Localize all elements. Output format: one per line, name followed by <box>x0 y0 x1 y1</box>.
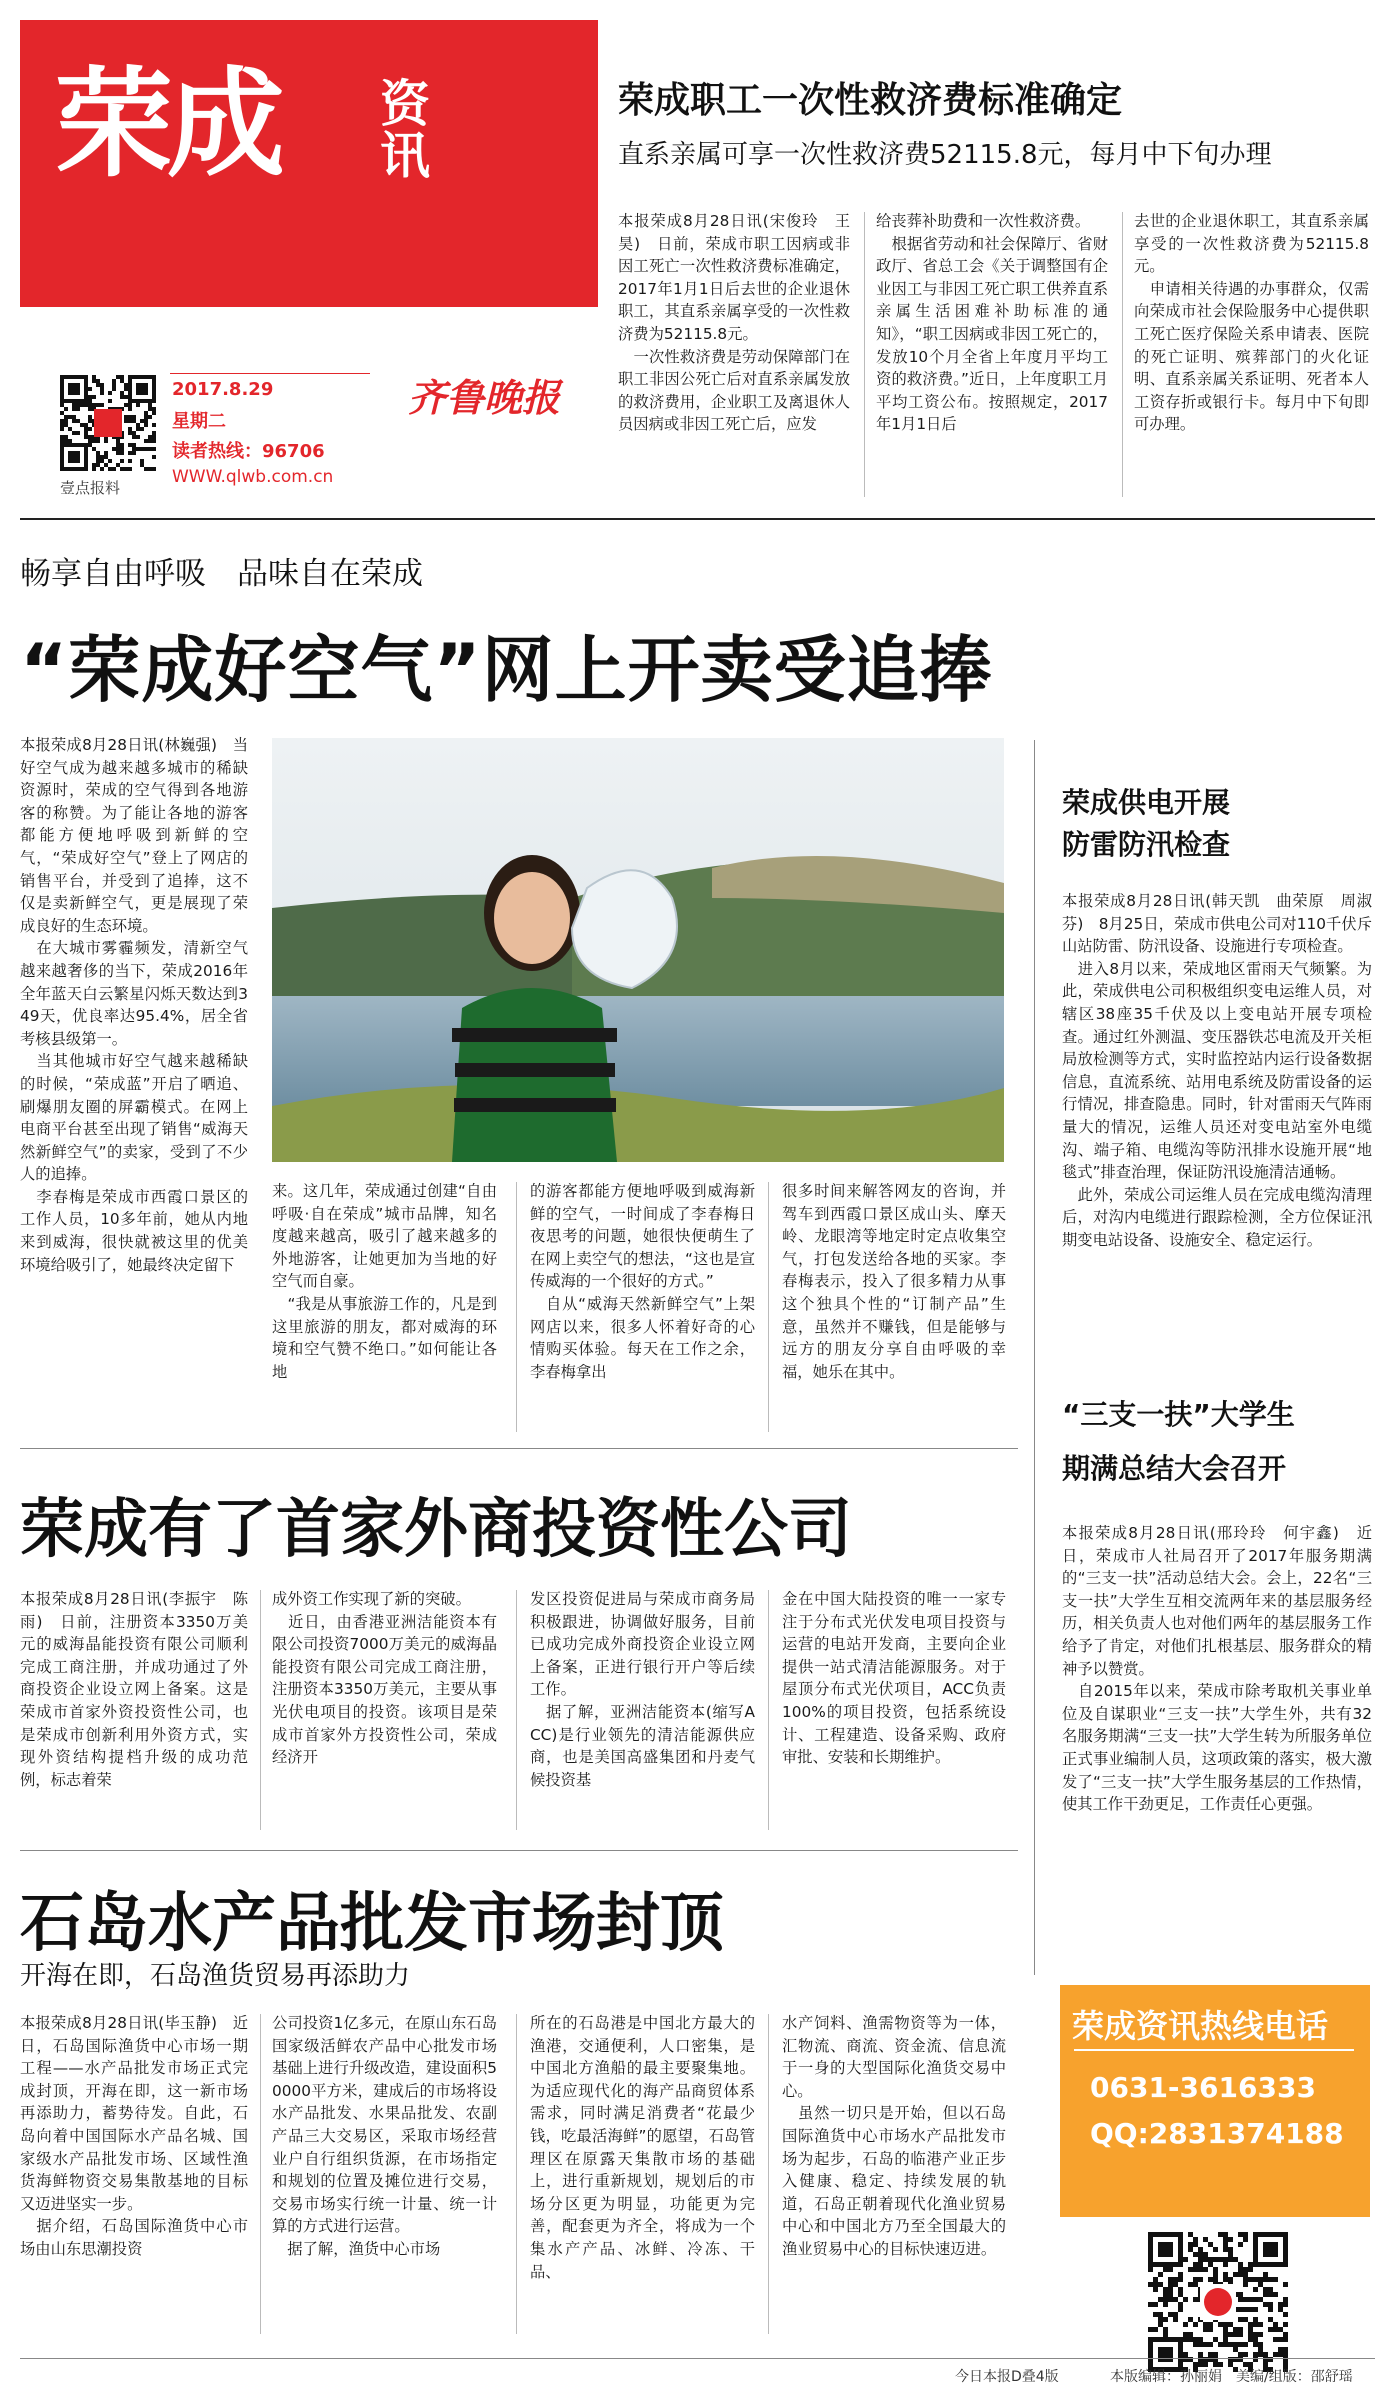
article1-title: 荣成职工一次性救济费标准确定 <box>618 80 1123 121</box>
article2-col2: 来。这几年，荣成通过创建“自由呼吸·自在荣成”城市品牌，知名度越来越高，吸引了越来越多的外地游客，让她更加为当地的好空气而自豪。 “我是从事旅游工作的，凡是到这里旅游的朋友，都对威海的环境和空气赞不绝口。”如何能让各地 <box>272 1182 497 1381</box>
issue-weekday: 星期二 <box>172 411 226 432</box>
masthead-logo: 荣成 <box>55 55 280 193</box>
article5-col2: 成外资工作实现了新的突破。 近日，由香港亚洲洁能资本有限公司投资7000万美元的威海晶能投资有限公司完成工商注册，注册资本3350万美元，主要从事光伏电项目的投资。该项目是荣成市首家外方投资性公司，荣成经济开 <box>272 1590 497 1767</box>
reader-hotline: 读者热线：96706 <box>172 441 325 462</box>
footer-edition: 今日本报D叠4版 <box>955 2369 1059 2385</box>
article1-col1: 本报荣成8月28日讯(宋俊玲 王昊) 日前，荣成市职工因病或非因工死亡一次性救济费标准确定，2017年1月1日后去世的企业退休职工，其直系亲属享受的一次性救济费为52115.8元。 一次性救济费是劳动保障部门在职工非因公死亡后对直系亲属发放的救济费用，企业职工及离退休人员因病或非因工死亡后，应发 <box>618 212 850 434</box>
article6-col3: 所在的石岛港是中国北方最大的渔港，交通便利，人口密集，是中国北方渔船的最主要聚集地。为适应现代化的海产品商贸体系需求，同时满足消费者“花最少钱，吃最活海鲜”的愿望，石岛管理区在原露天集散市场的基础上，进行重新规划，规划后的市场分区更为明显，功能更为完善，配套更为齐全，将成为一个集水产产品、冰鲜、冷冻、干品、 <box>530 2014 755 2281</box>
paper-logo: 齐鲁晚报 <box>408 375 561 420</box>
article5-col4: 金在中国大陆投资的唯一一家专注于分布式光伏发电项目投资与运营的电站开发商，主要向企业提供一站式清洁能源服务。对于屋顶分布式光伏项目，ACC负责100%的项目投资，包括系统设计、工程建造、设备采购、政府审批、安装和长期维护。 <box>782 1590 1006 1767</box>
qr-code-icon <box>60 375 156 471</box>
website: WWW.qlwb.com.cn <box>172 467 334 487</box>
footer-editor: 本版编辑：孙丽娟 美编/组版：邵舒瑶 <box>1110 2369 1353 2385</box>
article3-title: 荣成供电开展 防雷防汛检查 <box>1062 786 1231 861</box>
masthead-info-panel <box>20 307 598 509</box>
article2-col3: 的游客都能方便地呼吸到威海新鲜的空气，一时间成了李春梅日夜思考的问题，她很快便萌生了在网上卖空气的想法，“这也是宣传威海的一个很好的方式。” 自从“威海天然新鲜空气”上架网店以来，很多人怀着好奇的心情购买体验。每天在工作之余，李春梅拿出 <box>530 1182 755 1381</box>
article4-title: “三支一扶”大学生 期满总结大会召开 <box>1062 1398 1295 1485</box>
masthead <box>20 20 598 509</box>
article2-title: “荣成好空气”网上开卖受追捧 <box>20 628 993 712</box>
article1-col2: 给丧葬补助费和一次性救济费。 根据省劳动和社会保障厅、省财政厅、省总工会《关于调整国有企业因工与非因工死亡职工供养直系亲属生活困难补助标准的通知》，“职工因病或非因工死亡的，发放10个月全省上年度月平均工资的救济费。”近日，上年度职工月平均工资公布。按照规定，2017年1月1日后 <box>876 212 1108 434</box>
article5-col3: 发区投资促进局与荣成市商务局积极跟进，协调做好服务，目前已成功完成外商投资企业设立网上备案，正进行银行开户等后续工作。 据了解，亚洲洁能资本(缩写ACC)是行业领先的清洁能源供应商，也是美国高盛集团和丹麦气候投资基 <box>530 1590 755 1789</box>
article5-col1: 本报荣成8月28日讯(李振宇 陈雨) 日前，注册资本3350万美元的威海晶能投资有限公司顺利完成工商注册，并成功通过了外商投资企业设立网上备案。这是荣成市首家外资投资性公司，也是荣成市创新利用外资方式，实现外资结构提档升级的成功范例，标志着荣 <box>20 1590 248 1789</box>
article3-body: 本报荣成8月28日讯(韩天凯 曲荣原 周淑芬) 8月25日，荣成市供电公司对110千伏斥山站防雷、防汛设备、设施进行专项检查。 进入8月以来，荣成地区雷雨天气频繁。为此，荣成供电公司积极组织变电运维人员，对辖区38座35千伏及以上变电站开展专项检查。通过红外测温、变压器铁芯电流及开关柜局放检测等方式，实时监控站内运行设备数据信息，直流系统、站用电系统及防雷设备的运行情况，排查隐患。同时，针对雷雨天气阵雨量大的情况，运维人员还对变电站室外电缆沟、端子箱、电缆沟等防汛排水设施开展“地毯式”排查治理，保证防汛设施清洁通畅。 此外，荣成公司运维人员在完成电缆沟清理后，对沟内电缆进行跟踪检测，全方位保证汛期变电站设备、设施安全、稳定运行。 <box>1062 892 1372 1249</box>
article5-title: 荣成有了首家外商投资性公司 <box>20 1493 852 1567</box>
qr-caption: 壹点报料 <box>60 479 121 497</box>
article1-subtitle: 直系亲属可享一次性救济费52115.8元，每月中下旬办理 <box>618 140 1272 170</box>
article6-subtitle: 开海在即，石岛渔货贸易再添助力 <box>20 1961 411 1991</box>
hotline-ad-qq: QQ:2831374188 <box>1090 2117 1344 2150</box>
issue-date: 2017.8.29 <box>172 379 274 400</box>
article6-title: 石岛水产品批发市场封顶 <box>20 1887 724 1961</box>
article2-kicker: 畅享自由呼吸 品味自在荣成 <box>20 556 423 592</box>
qr-code-icon <box>1118 2232 1318 2372</box>
article6-col2: 公司投资1亿多元，在原山东石岛国家级活鲜农产品中心批发市场基础上进行升级改造，建设面积50000平方米，建成后的市场将设水产品批发、水果品批发、农副产品三大交易区，采取市场经营业户自行组织货源，在市场指定和规划的位置及摊位进行交易，交易市场实行统一计量、统一计算的方式进行运营。 据了解，渔货中心市场 <box>272 2014 497 2258</box>
masthead-logo-side: 资讯 <box>380 75 430 185</box>
hotline-ad-title: 荣成资讯热线电话 <box>1072 2007 1329 2045</box>
article2-col4: 很多时间来解答网友的咨询，并驾车到西霞口景区成山头、摩天岭、龙眼湾等地定时定点收集空气，打包发送给各地的买家。李春梅表示，投入了很多精力从事这个独具个性的“订制产品”生意，虽然并不赚钱，但是能够与远方的朋友分享自由呼吸的幸福，她乐在其中。 <box>782 1182 1006 1381</box>
article6-col4: 水产饲料、渔需物资等为一体，汇物流、商流、资金流、信息流于一身的大型国际化渔货交易中心。 虽然一切只是开始，但以石岛国际渔货中心市场水产品批发市场为起步，石岛的临港产业正步入健康、稳定、持续发展的轨道，石岛正朝着现代化渔业贸易中心和中国北方乃至全国最大的渔业贸易中心的目标快速迈进。 <box>782 2014 1006 2258</box>
article4-body: 本报荣成8月28日讯(邢玲玲 何宇鑫) 近日，荣成市人社局召开了2017年服务期满的“三支一扶”活动总结大会。会上，22名“三支一扶”大学生互相交流两年来的基层服务经历，相关负责人也对他们两年的基层服务工作给予了肯定，对他们扎根基层、服务群众的精神予以赞赏。 自2015年以来，荣成市除考取机关事业单位及自谋职业“三支一扶”大学生外，共有32名服务期满“三支一扶”大学生转为所服务单位正式事业编制人员，这项政策的落实，极大激发了“三支一扶”大学生服务基层的工作热情，使其工作干劲更足，工作责任心更强。 <box>1062 1524 1372 1814</box>
article2-photo <box>272 738 1004 1162</box>
article1-col3: 去世的企业退休职工，其直系亲属享受的一次性救济费为52115.8元。 申请相关待遇的办事群众，仅需向荣成市社会保险服务中心提供职工死亡医疗保险关系申请表、医院的死亡证明、殡葬部门的火化证明、直系亲属关系证明、死者本人工资存折或银行卡。每月中下旬即可办理。 <box>1134 212 1369 434</box>
article2-col1: 本报荣成8月28日讯(林巍强) 当好空气成为越来越多城市的稀缺资源时，荣成的空气得到各地游客的称赞。为了能让各地的游客都能方便地呼吸到新鲜的空气，“荣成好空气”登上了网店的销售平台，并受到了追捧，这不仅是卖新鲜空气，更是展现了荣成良好的生态环境。 在大城市雾霾频发，清新空气越来越奢侈的当下，荣成2016年全年蓝天白云繁星闪烁天数达到349天，优良率达95.4%，居全省考核县级第一。 当其他城市好空气越来越稀缺的时候，“荣成蓝”开启了晒追、刷爆朋友圈的屏霸模式。在网上电商平台甚至出现了销售“威海天然新鲜空气”的卖家，受到了不少人的追捧。 李春梅是荣成市西霞口景区的工作人员，10多年前，她从内地来到威海，很快就被这里的优美环境给吸引了，她最终决定留下 <box>20 736 248 1274</box>
hotline-ad-phone: 0631-3616333 <box>1090 2071 1316 2104</box>
hotline-ad <box>1060 1985 1370 2217</box>
article6-col1: 本报荣成8月28日讯(毕玉静) 近日，石岛国际渔货中心市场一期工程——水产品批发市场正式完成封顶，开海在即，这一新市场再添助力，蓄势待发。自此，石岛向着中国国际水产品名城、国家级水产品批发市场、区域性渔货海鲜物资交易集散基地的目标又迈进坚实一步。 据介绍，石岛国际渔货中心市场由山东思潮投资 <box>20 2014 248 2258</box>
